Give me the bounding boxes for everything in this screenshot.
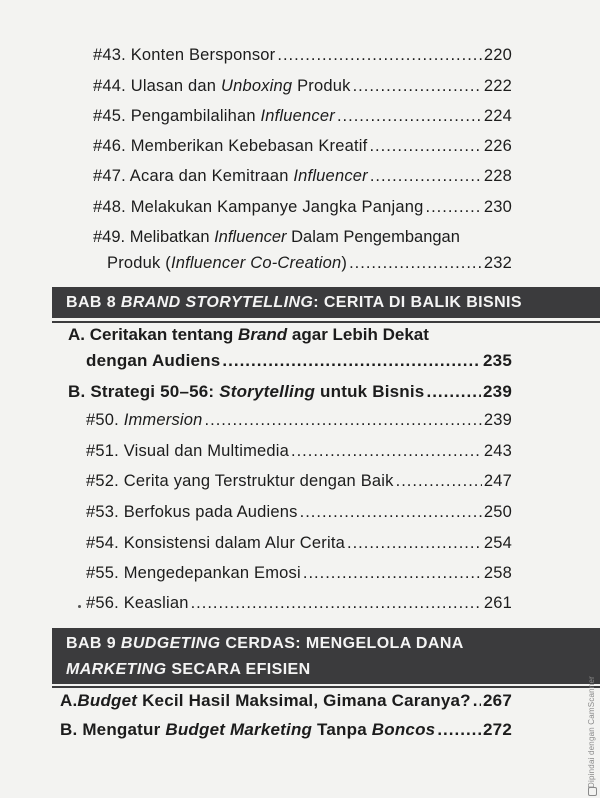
page-number: 232 [483, 254, 512, 272]
entry-label: #50. Immersion [86, 411, 203, 429]
page-number: 243 [483, 442, 512, 460]
dot-leader [277, 46, 482, 65]
page-number: 228 [483, 167, 512, 185]
entry-label: #46. Memberikan Kebebasan Kreatif [93, 137, 368, 155]
toc-entry-51[interactable] [86, 442, 512, 461]
dot-leader [353, 77, 482, 96]
toc-entry-46[interactable] [93, 137, 512, 156]
entry-label: #44. Ulasan dan Unboxing Produk [93, 77, 351, 95]
page-number: 235 [483, 351, 512, 370]
dot-leader [347, 534, 482, 553]
toc-entry-48[interactable] [93, 198, 512, 217]
entry-label: #55. Mengedepankan Emosi [86, 564, 301, 582]
chapter-8-underline [52, 321, 600, 323]
section-9b[interactable] [60, 720, 512, 740]
page-number: 226 [483, 137, 512, 155]
dot-leader [222, 351, 481, 371]
dot-leader [370, 167, 482, 186]
dot-leader [291, 442, 482, 461]
chapter-9-banner[interactable] [52, 628, 600, 684]
entry-label: #52. Cerita yang Terstruktur dengan Baik [86, 472, 394, 490]
entry-label: dengan Audiens [86, 351, 221, 370]
toc-entry-43[interactable] [93, 46, 512, 65]
chapter-8-banner[interactable]: BAB 8 BRAND STORYTELLING: CERITA DI BALIK BISNIS [52, 287, 600, 318]
dot-leader [473, 691, 481, 711]
dot-leader [437, 720, 481, 740]
chapter-9-title-line2: MARKETING SECARA EFISIEN [66, 661, 311, 678]
toc-entry-53[interactable] [86, 503, 512, 522]
page-number: 261 [483, 594, 512, 612]
entry-label: B. Mengatur Budget Marketing Tanpa Boncos [60, 720, 436, 739]
section-8a-line2[interactable] [86, 351, 512, 371]
page-number: 239 [483, 382, 512, 401]
page-number: 230 [483, 198, 512, 216]
entry-label: #53. Berfokus pada Audiens [86, 503, 298, 521]
page-number: 258 [483, 564, 512, 582]
toc-entry-44[interactable] [93, 77, 512, 96]
dot-leader [426, 198, 482, 217]
chapter-9-underline [52, 686, 600, 688]
dot-leader [303, 564, 482, 583]
toc-entry-49-line1[interactable]: #49. Melibatkan Influencer Dalam Pengembangan [93, 228, 460, 246]
page-number: 224 [483, 107, 512, 125]
toc-entry-50[interactable] [86, 411, 512, 430]
dot-leader [396, 472, 482, 491]
section-9a[interactable] [60, 691, 512, 711]
page-number: 222 [483, 77, 512, 95]
dot-leader [426, 382, 481, 402]
toc-entry-49-line2[interactable] [107, 254, 512, 273]
toc-entry-54[interactable] [86, 534, 512, 553]
page-number: 250 [483, 503, 512, 521]
toc-entry-45[interactable] [93, 107, 512, 126]
scanner-watermark: Dipindai dengan CamScanner [587, 676, 596, 788]
entry-label: #43. Konten Bersponsor [93, 46, 276, 64]
dot-leader [300, 503, 482, 522]
dot-leader [337, 107, 482, 126]
entry-label: #51. Visual dan Multimedia [86, 442, 290, 460]
section-8b[interactable] [68, 382, 512, 402]
toc-entry-47[interactable] [93, 167, 512, 186]
section-8a-line1[interactable]: A. Ceritakan tentang Brand agar Lebih Dekat [68, 325, 429, 344]
page-number: 220 [483, 46, 512, 64]
toc-entry-56[interactable] [86, 594, 512, 613]
chapter-9-title-line1: BAB 9 BUDGETING CERDAS: MENGELOLA DANA [66, 635, 464, 652]
camscanner-logo-icon [588, 787, 597, 796]
entry-label: #47. Acara dan Kemitraan Influencer [93, 167, 368, 185]
entry-label: B. Strategi 50–56: Storytelling untuk Bisnis [68, 382, 425, 401]
dot-leader [349, 254, 482, 273]
entry-label: #56. Keaslian [86, 594, 189, 612]
entry-label: #54. Konsistensi dalam Alur Cerita [86, 534, 346, 552]
entry-label: #48. Melakukan Kampanye Jangka Panjang [93, 198, 424, 216]
dot-leader [205, 411, 482, 430]
entry-label: Produk (Influencer Co-Creation) [107, 254, 348, 272]
dot-leader [369, 137, 481, 156]
page-number: 239 [483, 411, 512, 429]
page-number: 247 [483, 472, 512, 490]
page-number: 267 [483, 691, 512, 710]
stray-mark [78, 605, 81, 608]
toc-entry-52[interactable] [86, 472, 512, 491]
entry-label: A.Budget Kecil Hasil Maksimal, Gimana Caranya? [60, 691, 471, 710]
dot-leader [191, 594, 482, 613]
toc-entry-55[interactable] [86, 564, 512, 583]
page-number: 272 [483, 720, 512, 739]
entry-label: #45. Pengambilalihan Influencer [93, 107, 335, 125]
page-number: 254 [483, 534, 512, 552]
